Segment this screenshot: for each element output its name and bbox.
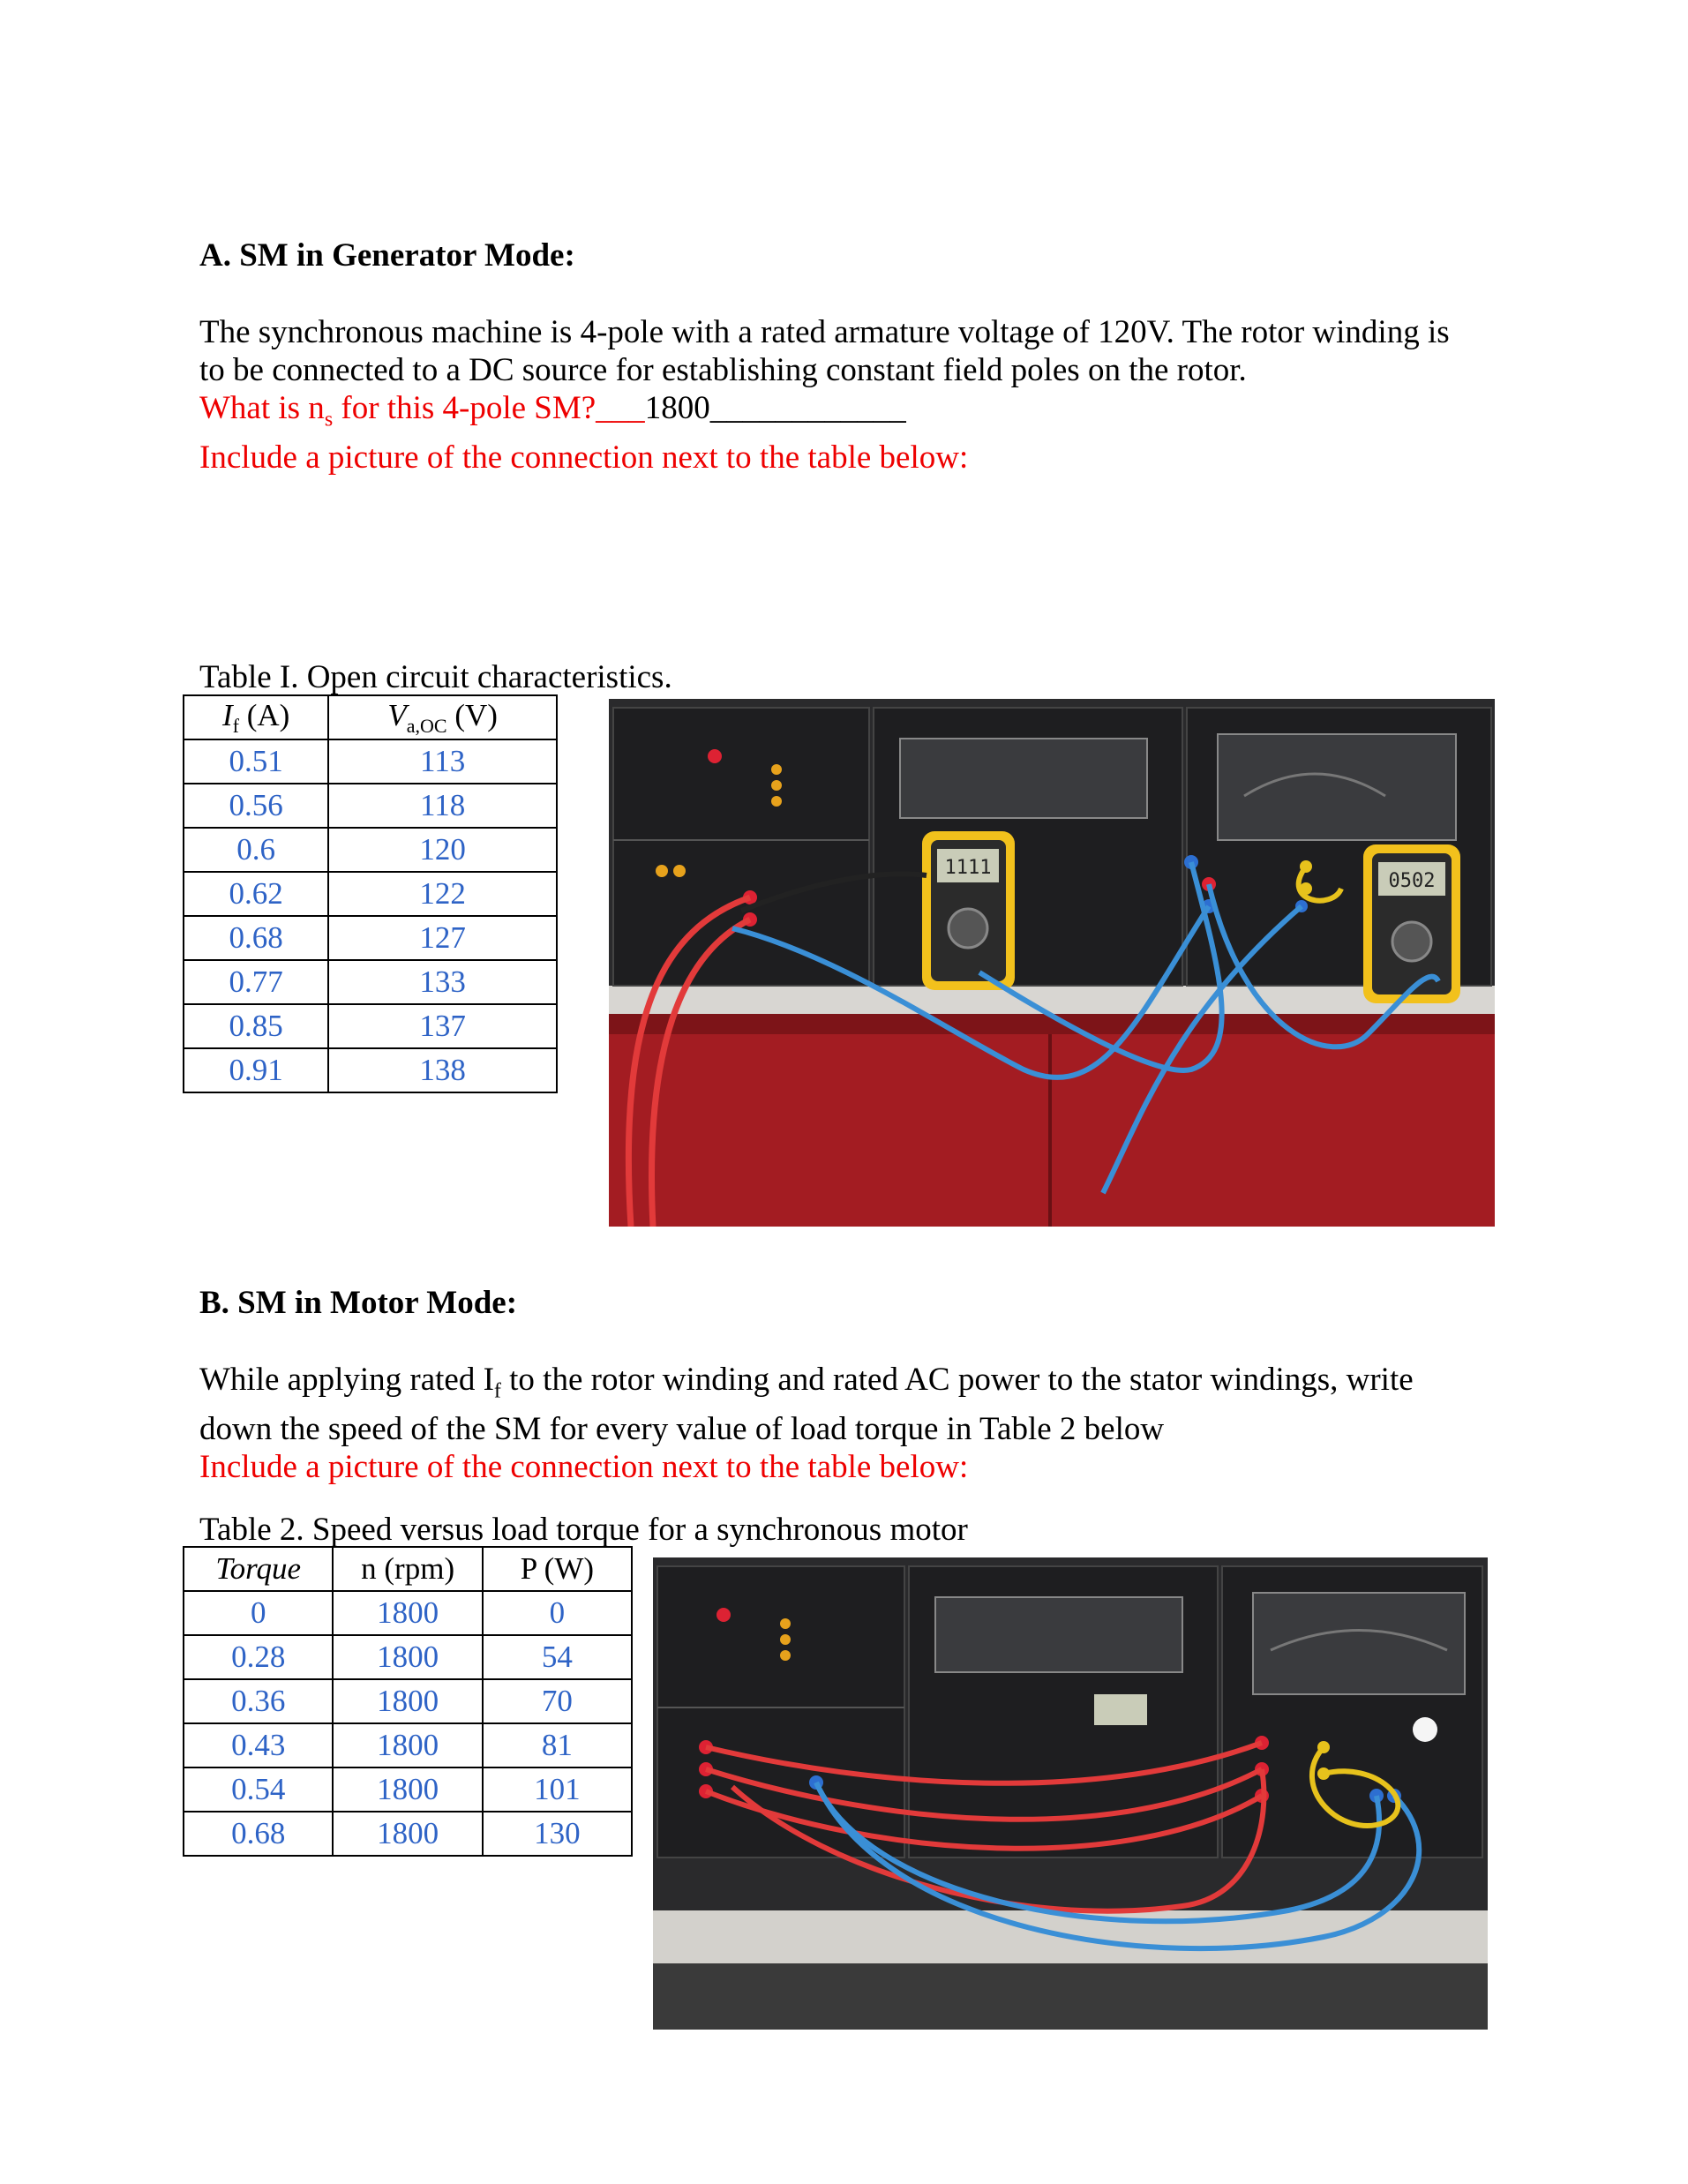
table-cell: 0 xyxy=(184,1591,333,1635)
table2-caption: Table 2. Speed versus load torque for a synchronous motor xyxy=(199,1512,968,1548)
table1 xyxy=(183,694,558,1093)
table-cell: 0.56 xyxy=(184,784,328,828)
table-row xyxy=(184,828,557,872)
table1-col-field-current: $I_f$ (A) xyxy=(184,695,328,739)
table-cell: 118 xyxy=(328,784,557,828)
table-row xyxy=(184,1723,632,1767)
section-a-instruction: Include a picture of the connection next to the table below: xyxy=(199,439,969,477)
table1-col-open-circuit-voltage: $V_{a,OC}$ (V) xyxy=(328,695,557,739)
section-b-heading: B. SM in Motor Mode: xyxy=(199,1285,518,1321)
table-row xyxy=(184,1048,557,1092)
table-row xyxy=(184,1679,632,1723)
table-cell: 0.68 xyxy=(184,1812,333,1856)
table-row xyxy=(184,1767,632,1812)
table-cell: 1800 xyxy=(333,1635,482,1679)
section-a-paragraph xyxy=(199,313,1450,477)
table-cell: 0.68 xyxy=(184,916,328,960)
table1-header-row xyxy=(184,695,557,739)
table-cell: 133 xyxy=(328,960,557,1004)
section-b-paragraph xyxy=(199,1361,1414,1486)
meter2-display: 0502 xyxy=(1388,870,1436,892)
table-cell: 70 xyxy=(483,1679,632,1723)
table-row xyxy=(184,784,557,828)
table-cell: 0 xyxy=(483,1591,632,1635)
section-b-line-1: While applying rated $I_f$ to the rotor winding and rated AC power to the stator windings, write xyxy=(199,1362,1414,1403)
speed-answer: 1800 xyxy=(644,390,710,426)
table-cell: 0.51 xyxy=(184,739,328,784)
table-cell: 81 xyxy=(483,1723,632,1767)
table2 xyxy=(183,1546,633,1857)
table-row xyxy=(184,1591,632,1635)
table-cell: 127 xyxy=(328,916,557,960)
table-row xyxy=(184,872,557,916)
table2-col-speed: n (rpm) xyxy=(333,1547,482,1591)
table-cell: 1800 xyxy=(333,1679,482,1723)
table-cell: 0.36 xyxy=(184,1679,333,1723)
table-cell: 122 xyxy=(328,872,557,916)
meter1-display: 1111 xyxy=(944,857,992,879)
table-cell: 120 xyxy=(328,828,557,872)
table-cell: 138 xyxy=(328,1048,557,1092)
table-row xyxy=(184,1635,632,1679)
speed-question: What is $n_s$ for this 4-pole SM?___1800____________ xyxy=(199,390,906,432)
table-cell: 137 xyxy=(328,1004,557,1048)
table1-caption: Table I. Open circuit characteristics. xyxy=(199,659,672,695)
section-b-line-2: down the speed of the SM for every value of load torque in Table 2 below xyxy=(199,1411,1165,1448)
table-row xyxy=(184,916,557,960)
section-a-heading: A. SM in Generator Mode: xyxy=(199,237,575,274)
table-cell: 0.91 xyxy=(184,1048,328,1092)
table-cell: 54 xyxy=(483,1635,632,1679)
table-cell: 130 xyxy=(483,1812,632,1856)
table-cell: 1800 xyxy=(333,1767,482,1812)
table-cell: 113 xyxy=(328,739,557,784)
table-cell: 0.77 xyxy=(184,960,328,1004)
table-cell: 1800 xyxy=(333,1723,482,1767)
table-cell: 0.54 xyxy=(184,1767,333,1812)
table-row xyxy=(184,960,557,1004)
table-row xyxy=(184,1812,632,1856)
table2-col-torque: Torque xyxy=(184,1547,333,1591)
table-cell: 0.28 xyxy=(184,1635,333,1679)
generator-connection-photo xyxy=(609,699,1495,1227)
table-row xyxy=(184,1004,557,1048)
table-cell: 0.6 xyxy=(184,828,328,872)
table2-col-power: P (W) xyxy=(483,1547,632,1591)
table-cell: 0.85 xyxy=(184,1004,328,1048)
table-cell: 1800 xyxy=(333,1591,482,1635)
motor-connection-photo xyxy=(653,1557,1488,2030)
section-a-line-1: The synchronous machine is 4-pole with a rated armature voltage of 120V. The rotor winding is xyxy=(199,314,1450,350)
table-cell: 1800 xyxy=(333,1812,482,1856)
table2-header-row xyxy=(184,1547,632,1591)
section-a-line-2: to be connected to a DC source for establishing constant field poles on the rotor. xyxy=(199,352,1247,388)
table-cell: 101 xyxy=(483,1767,632,1812)
table-row xyxy=(184,739,557,784)
section-b-instruction: Include a picture of the connection next to the table below: xyxy=(199,1449,969,1486)
table-cell: 0.43 xyxy=(184,1723,333,1767)
table-cell: 0.62 xyxy=(184,872,328,916)
